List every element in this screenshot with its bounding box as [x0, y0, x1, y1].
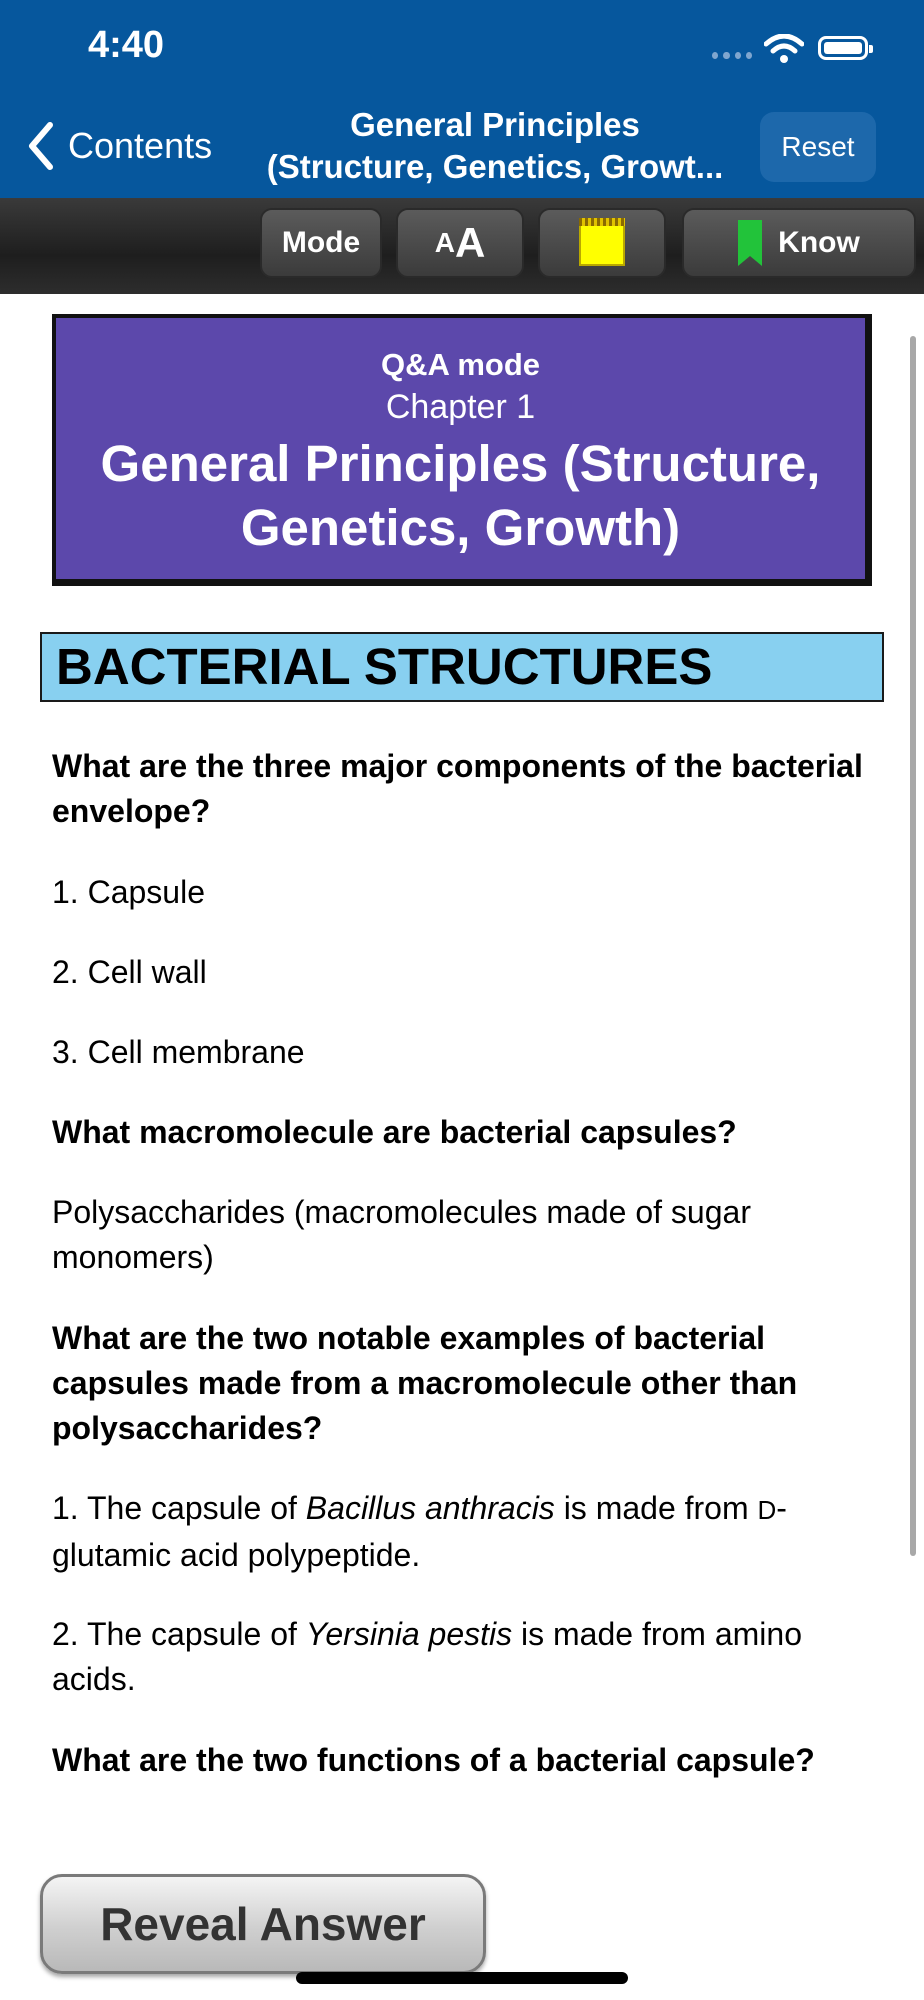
answer-3-2-prefix: 2. The capsule of	[52, 1616, 306, 1652]
answer-1-item-3: 3. Cell membrane	[52, 1034, 305, 1070]
answer-1-item-2: 2. Cell wall	[52, 954, 207, 990]
answer-3-2-species: Yersinia pestis	[305, 1616, 513, 1652]
answer-3-1-prefix: 1. The capsule of	[52, 1490, 306, 1526]
answer-3-item-2	[52, 1612, 872, 1702]
answer-2: Polysaccharides (macromolecules made of sugar monomers)	[52, 1194, 751, 1275]
top-bar	[0, 0, 924, 198]
home-indicator[interactable]	[296, 1972, 628, 1984]
toolbar	[0, 198, 924, 294]
notes-button[interactable]	[538, 208, 666, 278]
status-time: 4:40	[88, 24, 165, 66]
back-label: Contents	[68, 125, 213, 166]
answer-3-1-suffix: -glutamic acid polypeptide.	[52, 1490, 787, 1573]
answer-3-1-d: D	[757, 1495, 777, 1525]
cellular-signal-icon	[712, 52, 752, 62]
back-button[interactable]	[24, 118, 212, 174]
nav-title	[240, 104, 750, 188]
battery-icon	[818, 36, 868, 60]
know-label: Know	[778, 226, 860, 259]
question-3: What are the two notable examples of bacterial capsules made from a macromolecule other than polysaccharides?	[52, 1320, 798, 1446]
font-large-glyph: A	[454, 219, 486, 266]
nav-title-line1: General Principles	[350, 106, 640, 143]
answer-1-item-1: 1. Capsule	[52, 874, 205, 910]
chapter-mode: Q&A mode	[380, 347, 541, 382]
chapter-number: Chapter 1	[385, 388, 536, 426]
know-button[interactable]	[682, 208, 916, 278]
scrollbar[interactable]	[910, 336, 916, 1556]
answer-3-item-1	[52, 1486, 872, 1578]
nav-title-line2: (Structure, Genetics, Growt...	[266, 148, 724, 185]
answer-3-2-suffix: is made from amino acids.	[52, 1616, 802, 1697]
chapter-header	[52, 314, 872, 586]
answer-3-1-species: Bacillus anthracis	[305, 1490, 555, 1526]
chevron-left-icon	[24, 121, 58, 171]
question-4: What are the two functions of a bacterial capsule?	[52, 1742, 815, 1778]
mode-button[interactable]: Mode	[260, 208, 382, 278]
answer-3-1-mid: is made from	[554, 1490, 758, 1526]
question-1: What are the three major components of the bacterial envelope?	[52, 748, 863, 829]
section-title: BACTERIAL STRUCTURES	[40, 632, 884, 702]
font-size-button[interactable]	[396, 208, 524, 278]
wifi-icon	[764, 34, 804, 64]
reset-button[interactable]: Reset	[760, 112, 876, 182]
bookmark-icon	[738, 220, 762, 266]
reveal-answer-button[interactable]: Reveal Answer	[40, 1874, 486, 1974]
content-area[interactable]	[0, 294, 924, 2000]
font-small-glyph: A	[434, 227, 455, 258]
notepad-icon	[579, 224, 625, 266]
question-2: What macromolecule are bacterial capsules?	[52, 1114, 737, 1150]
chapter-title: General Principles (Structure, Genetics, Growth)	[100, 435, 821, 556]
